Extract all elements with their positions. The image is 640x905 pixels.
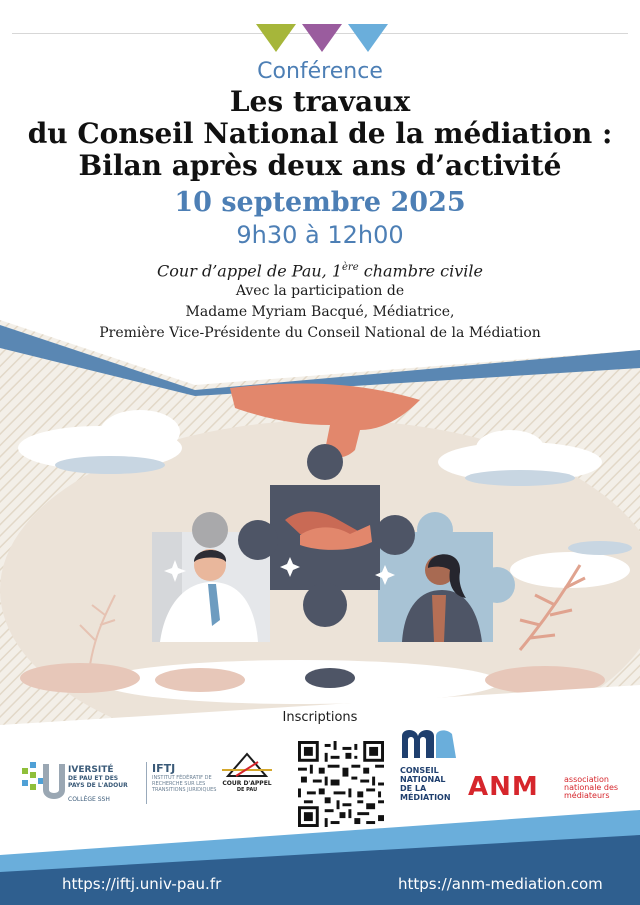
- triangle-green: [256, 24, 296, 52]
- inscriptions-label: Inscriptions: [282, 710, 358, 725]
- iftj-logo[interactable]: [146, 762, 216, 804]
- title-line-3: Bilan après deux ans d’activité: [78, 149, 562, 182]
- cour-appel-name: COUR D'APPEL: [222, 780, 272, 787]
- participation-label: Avec la participation de: [235, 283, 405, 300]
- iftj-subtitle: INSTITUT FÉDÉRATIF DE RECHERCHE SUR LES TRANSITIONS JURIDIQUES: [152, 775, 217, 793]
- cour-appel-logo[interactable]: [216, 752, 278, 808]
- triangle-purple: [302, 24, 342, 52]
- header: [0, 58, 640, 344]
- scales-icon: [216, 752, 278, 780]
- cnm-line-1: CONSEIL: [400, 766, 439, 775]
- cnm-logo[interactable]: [400, 728, 462, 806]
- venue-sup: ère: [342, 262, 359, 273]
- universite-subtitle: COLLÈGE SSH: [68, 796, 110, 803]
- venue-suffix: chambre civile: [358, 261, 483, 281]
- event-time: 9h30 à 12h00: [236, 221, 404, 249]
- universite-line-1: IVERSITÉ: [68, 765, 114, 775]
- cour-appel-sub: DE PAU: [236, 787, 258, 793]
- cnm-name: [400, 766, 462, 802]
- universite-name: [68, 766, 128, 789]
- title-line-1: Les travaux: [229, 85, 411, 118]
- anm-logo[interactable]: [468, 774, 628, 804]
- cnm-line-4: MÉDIATION: [400, 793, 451, 802]
- event-date: 10 septembre 2025: [174, 187, 466, 218]
- iftj-name: IFTJ: [152, 762, 176, 775]
- speaker-role: Première Vice-Présidente du Conseil National de la Médiation: [99, 325, 541, 342]
- anm-wordmark: ANM: [468, 772, 539, 802]
- universite-line-3: PAYS DE L'ADOUR: [68, 782, 128, 789]
- anm-sub-1: association: [564, 775, 609, 784]
- universite-logo[interactable]: [20, 758, 140, 804]
- speaker-name: Madame Myriam Bacqué, Médiatrice,: [185, 304, 455, 321]
- universite-line-2: DE PAU ET DES: [68, 775, 119, 782]
- cnm-mark-icon: [400, 728, 458, 760]
- kicker: Conférence: [257, 59, 383, 84]
- footer-link-iftj[interactable]: https://iftj.univ-pau.fr: [62, 875, 222, 893]
- title-line-2: du Conseil National de la médiation :: [27, 117, 613, 150]
- universite-mark-icon: [20, 758, 66, 804]
- footer-link-anm[interactable]: https://anm-mediation.com: [398, 875, 603, 893]
- anm-sub-3: médiateurs: [564, 791, 610, 800]
- venue-prefix: Cour d’appel de Pau, 1: [157, 261, 343, 281]
- decorative-triangles: [256, 24, 392, 54]
- cnm-line-3: DE LA: [400, 784, 427, 793]
- triangle-blue: [348, 24, 388, 52]
- anm-subtitle: [564, 776, 618, 800]
- illustration: [0, 320, 640, 760]
- anm-sub-2: nationale des: [564, 783, 619, 792]
- venue: [0, 258, 640, 281]
- cnm-line-2: NATIONAL: [400, 775, 446, 784]
